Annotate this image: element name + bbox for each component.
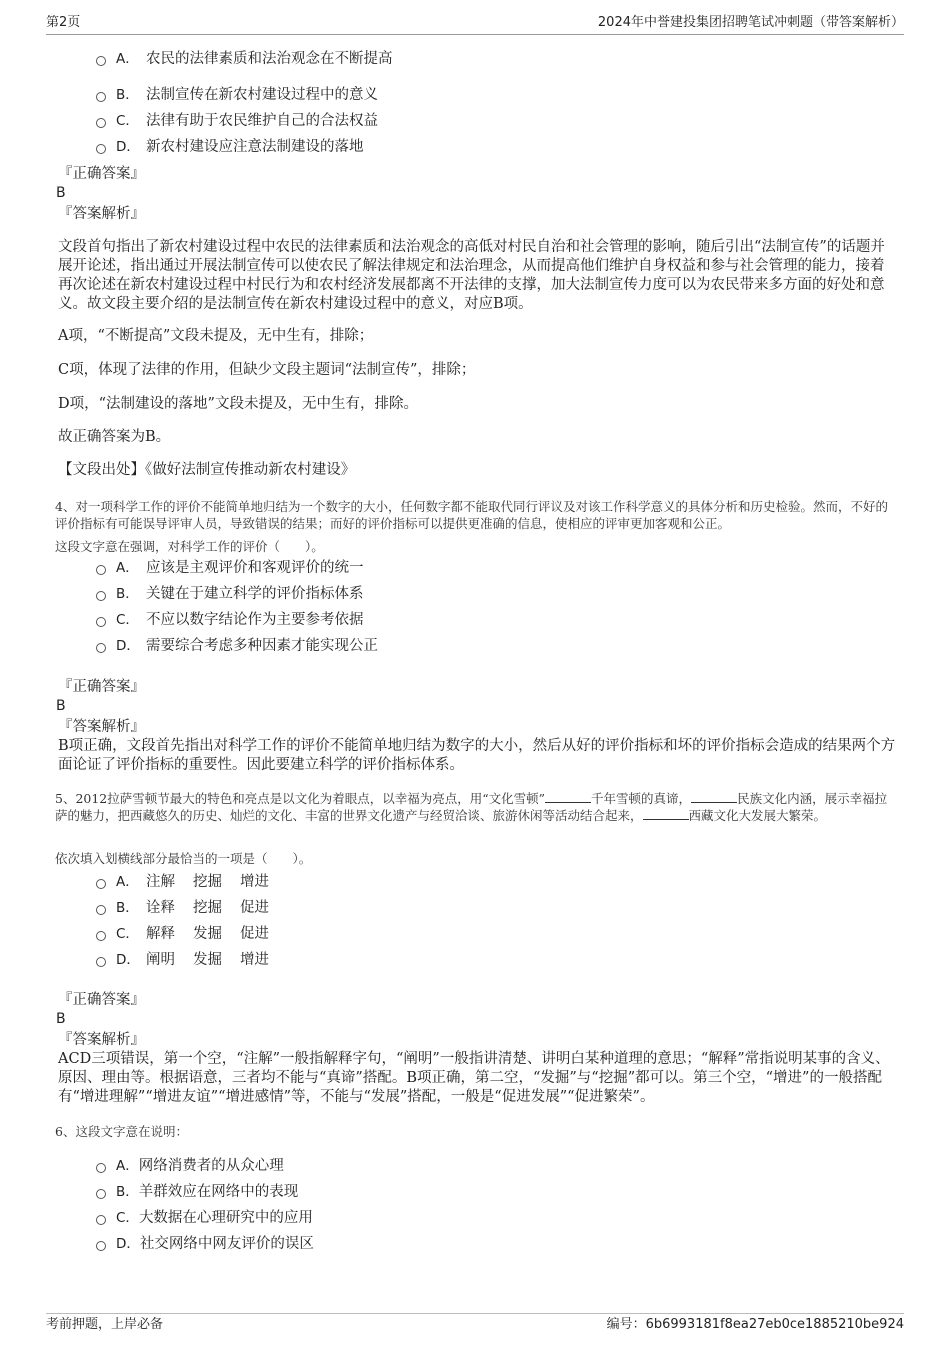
q3-analysis-item-d: D项，“法制建设的落地”文段未提及，无中生有，排除。 xyxy=(58,396,418,412)
radio-button-icon[interactable] xyxy=(96,1189,106,1199)
q3-source: 【文段出处】《做好法制宣传推动新农村建设》 xyxy=(58,462,356,478)
q5-stem-part-2: 千年雪顿的真谛， xyxy=(591,791,692,806)
q5-option-d[interactable] xyxy=(96,950,287,970)
q5-stem-part-3: 民族文化内涵，展示幸福拉萨的魅力，把西藏悠久的历史、灿烂的文化、丰富的世界文化遗产与经贸洽谈、旅游休闲等活动结合起来， xyxy=(55,791,888,823)
option-text: 大数据在心理研究中的应用 xyxy=(138,1210,313,1226)
fill-blank-2[interactable] xyxy=(691,790,737,803)
q6-option-d[interactable] xyxy=(96,1234,314,1254)
option-word-2: 挖掘 xyxy=(193,874,222,890)
radio-button-icon[interactable] xyxy=(96,931,106,941)
option-letter: D． xyxy=(116,638,140,654)
page-footer xyxy=(46,1313,904,1336)
option-text: 关键在于建立科学的评价指标体系 xyxy=(146,586,364,602)
option-letter: D． xyxy=(116,139,140,155)
option-letter: B． xyxy=(116,87,139,103)
option-letter: C． xyxy=(116,926,139,942)
q4-stem: 4、对一项科学工作的评价不能简单地归结为一个数字的大小，任何数字都不能取代同行评议及对该工作科学意义的具体分析和历史检验。然而，不好的评价指标有可能误导评审人员，导致错误的结果；而好的评价指标可以提供更准确的信息，使相应的评审更加客观和公正。 xyxy=(55,499,888,531)
radio-button-icon[interactable] xyxy=(96,905,106,915)
q5-option-c[interactable] xyxy=(96,924,287,944)
page-number: 第2页 xyxy=(46,15,81,30)
document-id: 编号：6b6993181f8ea27eb0ce1885210be924 xyxy=(606,1317,904,1332)
option-letter: A． xyxy=(116,560,139,576)
q3-option-a[interactable] xyxy=(96,49,393,69)
q3-analysis-item-c: C项，体现了法律的作用，但缺少文段主题词“法制宣传”，排除； xyxy=(58,362,476,378)
radio-button-icon[interactable] xyxy=(96,144,106,154)
footer-slogan: 考前押题，上岸必备 xyxy=(46,1317,164,1332)
option-letter: A． xyxy=(116,51,139,67)
option-text: 法制宣传在新农村建设过程中的意义 xyxy=(146,87,378,103)
radio-button-icon[interactable] xyxy=(96,118,106,128)
option-letter: D． xyxy=(116,1236,140,1252)
option-text: 需要综合考虑多种因素才能实现公正 xyxy=(146,638,378,654)
option-text: 羊群效应在网络中的表现 xyxy=(138,1184,299,1200)
q5-stem-part-4: 西藏文化大发展大繁荣。 xyxy=(688,808,827,823)
fill-blank-3[interactable] xyxy=(643,807,689,820)
q3-conclusion: 故正确答案为B。 xyxy=(58,429,171,445)
radio-button-icon[interactable] xyxy=(96,617,106,627)
option-letter: C． xyxy=(116,113,139,129)
option-word-3: 促进 xyxy=(240,926,269,942)
option-letter: A． xyxy=(116,1158,139,1174)
option-word-1: 诠释 xyxy=(146,900,175,916)
fill-blank-1[interactable] xyxy=(545,790,591,803)
radio-button-icon[interactable] xyxy=(96,1241,106,1251)
option-word-1: 阐明 xyxy=(146,952,175,968)
q3-answer-label: 『正确答案』 xyxy=(58,166,145,182)
q3-answer: B xyxy=(56,185,66,201)
radio-button-icon[interactable] xyxy=(96,879,106,889)
option-word-3: 增进 xyxy=(240,874,269,890)
q4-prompt: 这段文字意在强调，对科学工作的评价（ ）。 xyxy=(55,539,324,554)
option-letter: A． xyxy=(116,874,139,890)
option-text: 不应以数字结论作为主要参考依据 xyxy=(146,612,364,628)
option-text: 法律有助于农民维护自己的合法权益 xyxy=(146,113,378,129)
option-word-2: 发掘 xyxy=(193,926,222,942)
option-letter: B． xyxy=(116,1184,139,1200)
q5-stem xyxy=(55,790,897,824)
q5-option-b[interactable] xyxy=(96,898,287,918)
document-title: 2024年中誉建投集团招聘笔试冲刺题（带答案解析） xyxy=(597,15,904,30)
option-word-3: 促进 xyxy=(240,900,269,916)
radio-button-icon[interactable] xyxy=(96,92,106,102)
option-letter: D． xyxy=(116,952,140,968)
q3-option-c[interactable] xyxy=(96,111,378,131)
option-text: 社交网络中网友评价的误区 xyxy=(139,1236,314,1252)
option-text: 网络消费者的从众心理 xyxy=(138,1158,284,1174)
option-text: 应该是主观评价和客观评价的统一 xyxy=(146,560,364,576)
option-letter: C． xyxy=(116,612,139,628)
q3-option-d[interactable] xyxy=(96,137,364,157)
option-text: 农民的法律素质和法治观念在不断提高 xyxy=(146,51,393,67)
q5-option-a[interactable] xyxy=(96,872,287,892)
option-letter: C． xyxy=(116,1210,139,1226)
page-header xyxy=(46,14,904,35)
q4-answer: B xyxy=(56,698,66,714)
q3-analysis-label: 『答案解析』 xyxy=(58,206,145,222)
radio-button-icon[interactable] xyxy=(96,591,106,601)
option-word-3: 增进 xyxy=(240,952,269,968)
q3-analysis: 文段首句指出了新农村建设过程中农民的法律素质和法治观念的高低对村民自治和社会管理的影响，随后引出“法制宣传”的话题并展开论述，指出通过开展法制宣传可以使农民了解法律规定和法治理念，从而提高他们维护自身权益和参与社会管理的能力，接着再次论述在新农村建设过程中村民行为和农村经济发展都离不开法律的支撑，加大法制宣传力度可以为农民带来多方面的好处和意义。故文段主要介绍的是法制宣传在新农村建设过程中的意义，对应B项。 xyxy=(58,239,885,312)
q4-option-b[interactable] xyxy=(96,584,364,604)
q5-answer-label: 『正确答案』 xyxy=(58,992,145,1008)
option-word-2: 发掘 xyxy=(193,952,222,968)
q4-analysis-label: 『答案解析』 xyxy=(58,719,145,735)
option-text: 新农村建设应注意法制建设的落地 xyxy=(146,139,364,155)
radio-button-icon[interactable] xyxy=(96,1215,106,1225)
q6-option-a[interactable] xyxy=(96,1156,284,1176)
q5-analysis-label: 『答案解析』 xyxy=(58,1032,145,1048)
q4-option-a[interactable] xyxy=(96,558,364,578)
q4-option-c[interactable] xyxy=(96,610,364,630)
q5-prompt: 依次填入划横线部分最恰当的一项是（ ）。 xyxy=(55,851,312,866)
option-word-1: 解释 xyxy=(146,926,175,942)
radio-button-icon[interactable] xyxy=(96,1163,106,1173)
option-word-2: 挖掘 xyxy=(193,900,222,916)
radio-button-icon[interactable] xyxy=(96,957,106,967)
q4-option-d[interactable] xyxy=(96,636,378,656)
option-letter: B． xyxy=(116,900,139,916)
radio-button-icon[interactable] xyxy=(96,56,106,66)
q3-analysis-item-a: A项，“不断提高”文段未提及，无中生有，排除； xyxy=(58,328,374,344)
q5-stem-part-1: 5、2012拉萨雪顿节最大的特色和亮点是以文化为着眼点，以幸福为亮点，用“文化雪顿” xyxy=(55,791,546,806)
radio-button-icon[interactable] xyxy=(96,565,106,575)
radio-button-icon[interactable] xyxy=(96,643,106,653)
q4-answer-label: 『正确答案』 xyxy=(58,679,145,695)
q4-analysis: B项正确，文段首先指出对科学工作的评价不能简单地归结为数字的大小，然后从好的评价指标和坏的评价指标会造成的结果两个方面论证了评价指标的重要性。因此要建立科学的评价指标体系。 xyxy=(58,738,896,773)
option-word-1: 注解 xyxy=(146,874,175,890)
option-letter: B． xyxy=(116,586,139,602)
q3-option-b[interactable] xyxy=(96,85,378,105)
q5-analysis: ACD三项错误，第一个空，“注解”一般指解释字句，“阐明”一般指讲清楚、讲明白某种道理的意思；“解释”常指说明某事的含义、原因、理由等。根据语意，三者均不能与“真谛”搭配。B项正确，第二空，“发掘”与“挖掘”都可以。第三个空，“增进”的一般搭配有“增进理解”“增进友谊”“增进感情”等，不能与“发展”搭配，一般是“促进发展”“促进繁荣”。 xyxy=(58,1051,890,1105)
q5-answer: B xyxy=(56,1011,66,1027)
q6-option-b[interactable] xyxy=(96,1182,298,1202)
q6-option-c[interactable] xyxy=(96,1208,313,1228)
q6-stem: 6、这段文字意在说明： xyxy=(55,1124,188,1139)
